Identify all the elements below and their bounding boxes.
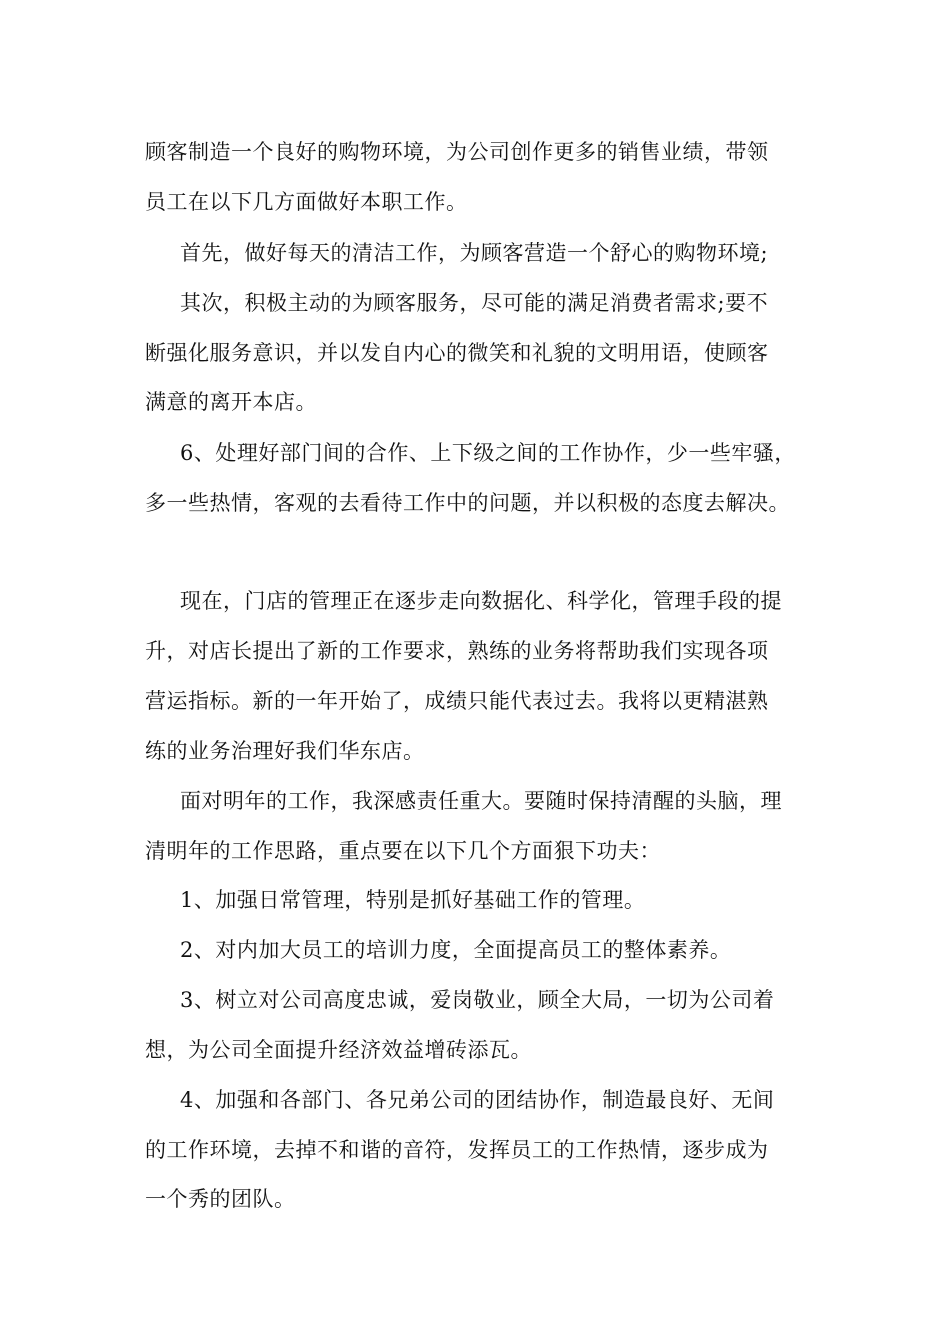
text-line: 想，为公司全面提升经济效益增砖添瓦。 — [145, 1038, 532, 1062]
text-line: 满意的离开本店。 — [145, 390, 317, 414]
text-line: 断强化服务意识，并以发自内心的微笑和礼貌的文明用语，使顾客 — [145, 341, 769, 365]
text-line: 其次，积极主动的为顾客服务，尽可能的满足消费者需求;要不 — [180, 291, 769, 315]
text-line: 6、处理好部门间的合作、上下级之间的工作协作，少一些牢骚， — [180, 441, 796, 465]
text-line: 面对明年的工作，我深感责任重大。要随时保持清醒的头脑，理 — [180, 789, 782, 813]
text-line: 现在，门店的管理正在逐步走向数据化、科学化，管理手段的提 — [180, 589, 782, 613]
text-line: 员工在以下几方面做好本职工作。 — [145, 190, 468, 214]
text-line: 1、加强日常管理，特别是抓好基础工作的管理。 — [180, 888, 646, 912]
text-line: 2、对内加大员工的培训力度，全面提高员工的整体素养。 — [180, 938, 732, 962]
text-line: 3、树立对公司高度忠诚，爱岗敬业，顾全大局，一切为公司着 — [180, 988, 775, 1012]
text-line: 多一些热情，客观的去看待工作中的问题，并以积极的态度去解决。 — [145, 491, 790, 515]
text-line: 首先，做好每天的清洁工作，为顾客营造一个舒心的购物环境; — [180, 241, 769, 265]
text-line: 一个秀的团队。 — [145, 1187, 296, 1211]
text-line: 清明年的工作思路，重点要在以下几个方面狠下功夫： — [145, 839, 661, 863]
text-line: 4、加强和各部门、各兄弟公司的团结协作，制造最良好、无间 — [180, 1088, 775, 1112]
text-line: 顾客制造一个良好的购物环境，为公司创作更多的销售业绩，带领 — [145, 140, 769, 164]
text-line: 营运指标。新的一年开始了，成绩只能代表过去。我将以更精湛熟 — [145, 689, 769, 713]
text-line: 升，对店长提出了新的工作要求，熟练的业务将帮助我们实现各项 — [145, 639, 769, 663]
text-line: 的工作环境，去掉不和谐的音符，发挥员工的工作热情，逐步成为 — [145, 1138, 769, 1162]
text-line: 练的业务治理好我们华东店。 — [145, 739, 425, 763]
